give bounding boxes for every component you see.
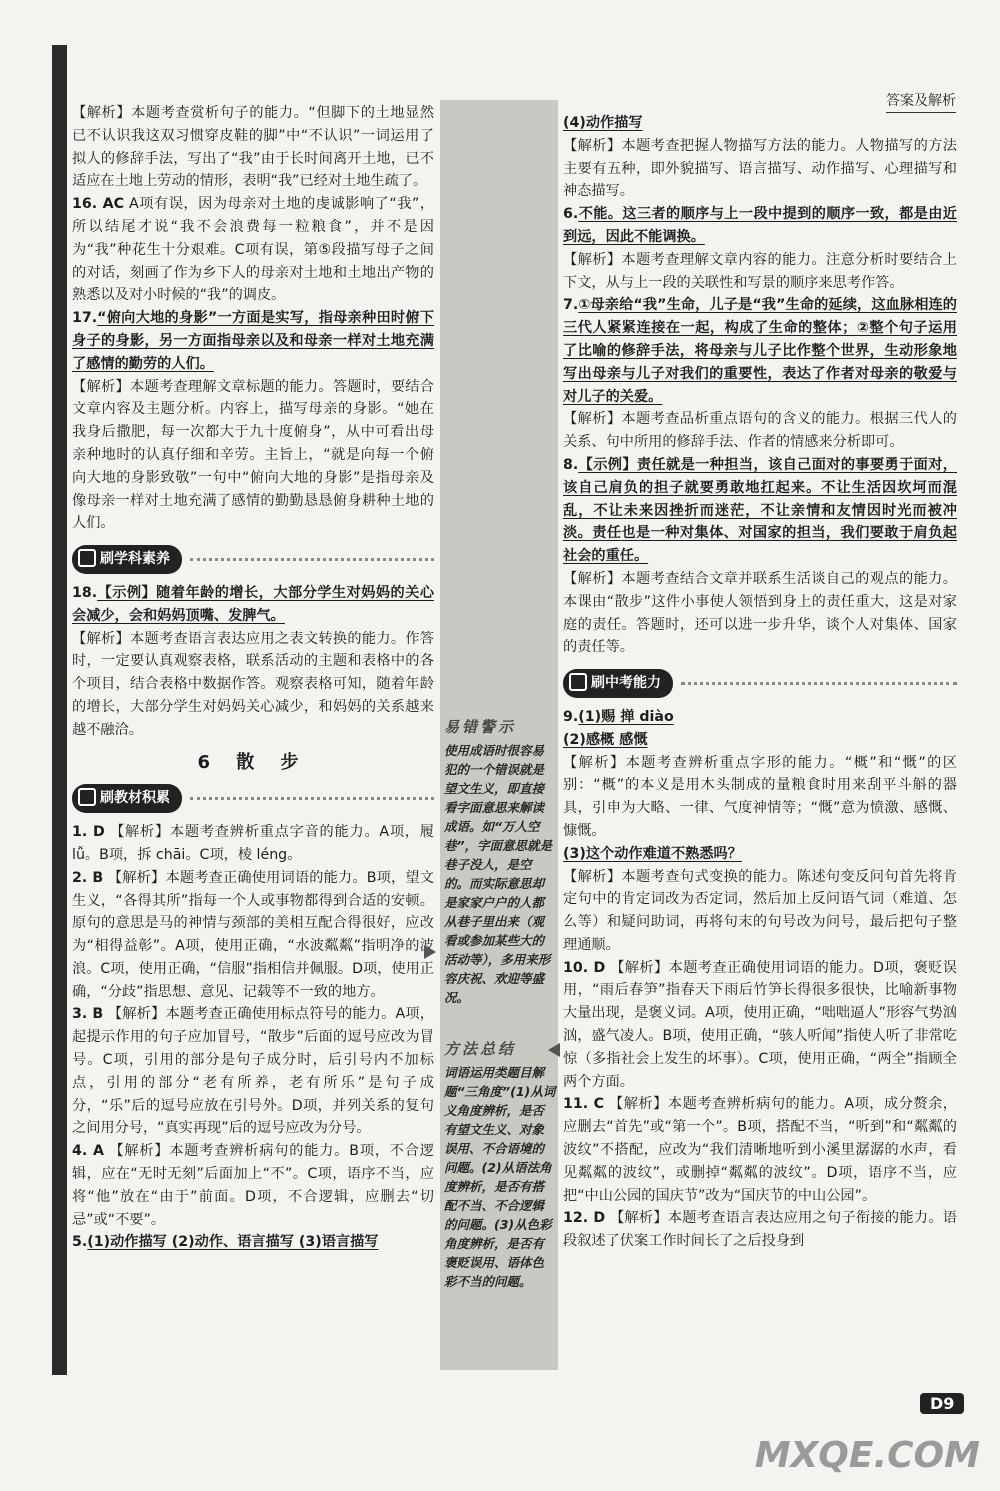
q3 bbox=[72, 1003, 434, 1140]
q2-number: 2. B bbox=[72, 869, 104, 886]
lesson-title: 6 散 步 bbox=[197, 751, 309, 773]
q17-number: 17. bbox=[72, 310, 98, 327]
r4 bbox=[563, 112, 957, 135]
page-number: D9 bbox=[920, 1393, 964, 1414]
q1-number: 1. D bbox=[72, 824, 105, 841]
sidenote-title: 方法总结 bbox=[444, 1040, 517, 1058]
pointer-icon bbox=[548, 1043, 560, 1057]
q7-number: 7. bbox=[563, 297, 579, 314]
q16-text: A项有误，因为母亲对土地的虔诚影响了“我”，所以结尾才说“我不会浪费每一粒粮食”，并不是因为“我”种花生十分艰难。C项有误，第⑤段描写母子之间的对话，刻画了作为乡下人的母亲对土地和土地出产物的熟悉以及对小时候的“我”的调皮。 bbox=[72, 196, 435, 304]
q11-text: 【解析】本题考查辨析病句的能力。A项，成分赘余，应删去“首先”或“第一个”。B项，搭配不当，“听到”和“粼粼的波纹”不搭配，应改为“我们清晰地听到小溪里潺潺的水声，看见粼粼的波纹”，或删掉“粼粼的波纹”。D项，语序不当，应把“中山公园的国庆节”改为“国庆节的中山公园”。 bbox=[563, 1096, 957, 1204]
q9-3 bbox=[563, 843, 957, 866]
book-icon bbox=[78, 549, 96, 567]
q3-text: 【解析】本题考查正确使用标点符号的能力。A项，起提示作用的句子应加冒号，“散步”后面的逗号应改为冒号。C项，引用的部分是句子成分时，后引号内不加标点，引用的部分“老有所养，老有所乐”是句子成分，“乐”后的逗号应放在引号外。D项，并列关系的复句之间用分号，“真实再现”后的逗号应改为分号。 bbox=[72, 1006, 434, 1137]
q8-number: 8. bbox=[563, 456, 579, 473]
q7-analysis: 【解析】本题考查品析重点语句的含义的能力。根据三代人的关系、句中所用的修辞手法、作者的情感来分析即可。 bbox=[563, 411, 957, 451]
r4-analysis: 【解析】本题考查把握人物描写方法的能力。人物描写的方法主要有五种，即外貌描写、语言描写、动作描写、心理描写和神态描写。 bbox=[563, 137, 957, 200]
q6-number: 6. bbox=[563, 206, 579, 223]
q1-text: 【解析】本题考查辨析重点字音的能力。A项，履 lǚ。B项，拆 chāi。C项，棱 léng。 bbox=[72, 824, 434, 863]
q9-analysis-1: 【解析】本题考查辨析重点字形的能力。“概”和“慨”的区别：“概”的本义是用木头制成的量粮食时用来刮平斗斛的器具，引申为大略、一律、气度神情等；“慨”意为愤激、感慨、慷慨。 bbox=[563, 754, 957, 839]
q6-analysis: 【解析】本题考查理解文章内容的能力。注意分析时要结合上下文，从与上一段的关联性和写景的顺序来思考作答。 bbox=[563, 251, 957, 291]
q12-number: 12. D bbox=[563, 1210, 606, 1227]
q12 bbox=[563, 1207, 957, 1253]
q11 bbox=[563, 1093, 957, 1207]
q16 bbox=[72, 193, 434, 307]
banner-label: 刷中考能力 bbox=[591, 675, 661, 692]
q2-text: 【解析】本题考查正确使用词语的能力。B项，望文生义，“各得其所”指每一个人或事物都得到合适的安顿。原句的意思是马的神情与颈部的美相互配合得很好，应改为“相得益彰”。A项，使用正确，“水波粼粼”指明净的波浪。C项，使用正确，“信服”指相信并佩服。D项，使用正确，“分歧”指思想、意见、记载等不一致的地方。 bbox=[72, 869, 434, 1000]
q5-answer: (1)动作描写 (2)动作、语言描写 (3)语言描写 bbox=[87, 1234, 379, 1251]
left-page-edge bbox=[52, 45, 67, 1375]
sidenote-title: 易错警示 bbox=[444, 718, 517, 736]
q6 bbox=[563, 203, 957, 249]
sidenote-text: 使用成语时很容易犯的一个错误就是望文生义，即直接看字面意思来解读成语。如“万人空巷”，字面意思就是巷子没人，是空的。而实际意思却是家家户户的人都从巷子里出来（观看或参加某些大的活动等），多用来形容庆祝、欢迎等盛况。 bbox=[444, 743, 553, 1005]
banner-label: 刷学科素养 bbox=[100, 551, 170, 568]
q6-answer: 不能。这三者的顺序与上一段中提到的顺序一致，都是由近到远，因此不能调换。 bbox=[563, 206, 957, 245]
q3-number: 3. B bbox=[72, 1006, 104, 1023]
page-header: 答案及解析 bbox=[886, 90, 956, 113]
section-banner-textbook bbox=[72, 784, 434, 813]
q10-number: 10. D bbox=[563, 959, 606, 976]
q2 bbox=[72, 867, 434, 1004]
q9-answer-1: (1)赐 掸 diào bbox=[578, 708, 674, 725]
sidenote-error-warning bbox=[444, 718, 556, 1007]
book-icon bbox=[78, 788, 96, 806]
q11-number: 11. C bbox=[563, 1096, 605, 1113]
q7 bbox=[563, 294, 957, 408]
q17-answer: “俯向大地的身影”一方面是实写，指母亲种田时俯下身子的身影，另一方面指母亲以及和母亲一样对土地充满了感情的勤劳的人们。 bbox=[72, 310, 434, 372]
right-column bbox=[563, 112, 957, 1253]
sidenote-method bbox=[444, 1040, 556, 1291]
q9-answer-3: (3)这个动作难道不熟悉吗？ bbox=[563, 845, 742, 862]
q5-number: 5. bbox=[72, 1234, 88, 1251]
q18-analysis: 【解析】本题考查语言表达应用之表文转换的能力。作答时，一定要认真观察表格，联系活动的主题和表格中的各个项目，结合表格中数据作答。观察表格可知，随着年龄的增长，大部分学生对妈妈关心减少，和妈妈的关系越来越不融洽。 bbox=[72, 630, 434, 738]
q15-analysis: 【解析】本题考查赏析句子的能力。“但脚下的土地显然已不认识我这双习惯穿皮鞋的脚”中“不认识”一词运用了拟人的修辞手法，写出了“我”由于长时间离开土地，已不适应在土地上劳动的情形，表明“我”已经对土地生疏了。 bbox=[72, 105, 434, 190]
q5 bbox=[72, 1231, 434, 1254]
q4-number: 4. A bbox=[72, 1143, 104, 1160]
left-column bbox=[72, 102, 434, 1254]
section-banner-subject bbox=[72, 545, 434, 574]
q4 bbox=[72, 1140, 434, 1231]
q8-analysis: 【解析】本题考查结合文章并联系生活谈自己的观点的能力。本课由“散步”这件小事使人领悟到身上的责任重大，这是对家庭的责任。答题时，还可以进一步升华，谈个人对集体、国家的责任等。 bbox=[563, 570, 957, 656]
q7-answer: ①母亲给“我”生命，儿子是“我”生命的延续，这血脉相连的三代人紧紧连接在一起，构成了生命的整体；②整个句子运用了比喻的修辞手法，将母亲与儿子比作整个世界，生动形象地写出母亲与儿子对我们的重要性，表达了作者对母亲的敬爱与对儿子的关爱。 bbox=[563, 297, 957, 405]
q18 bbox=[72, 582, 434, 628]
q10 bbox=[563, 957, 957, 1094]
q17-analysis: 【解析】本题考查理解文章标题的能力。答题时，要结合文章内容及主题分析。内容上，描写母亲的身影。“她在我身后撒肥，每一次都大于九十度俯身”，从中可看出母亲种地时的认真仔细和辛劳。主旨上，“就是向每一个俯向大地的身影致敬”一句中“俯向大地的身影”是指母亲及像母亲一样对土地充满了感情的勤勤恳恳俯身耕种土地的人们。 bbox=[72, 378, 434, 532]
q8 bbox=[563, 454, 957, 568]
watermark: MXQE.COM bbox=[754, 1435, 980, 1476]
q4-text: 【解析】本题考查辨析病句的能力。B项，不合逻辑，应在“无时无刻”后面加上“不”。C项，语序不当，应将“他”放在“由于”前面。D项，不合逻辑，应删去“切忌”或“不要”。 bbox=[72, 1143, 434, 1228]
q9-answer-2: (2)感概 感慨 bbox=[563, 731, 648, 748]
book-icon bbox=[569, 673, 587, 691]
pointer-icon bbox=[424, 945, 436, 959]
q1 bbox=[72, 821, 434, 867]
q12-text: 【解析】本题考查语言表达应用之句子衔接的能力。语段叙述了伏案工作时间长了之后投身到 bbox=[563, 1210, 957, 1250]
q18-number: 18. bbox=[72, 584, 98, 601]
q17 bbox=[72, 307, 434, 375]
q16-number: 16. AC bbox=[72, 196, 124, 213]
q18-answer: 【示例】随着年龄的增长，大部分学生对妈妈的关心会减少，会和妈妈顶嘴、发脾气。 bbox=[72, 584, 434, 624]
banner-label: 刷教材积累 bbox=[100, 790, 170, 807]
q9-number: 9. bbox=[563, 708, 579, 725]
r4-answer: (4)动作描写 bbox=[563, 115, 643, 131]
q9-2 bbox=[563, 729, 957, 752]
q8-answer: 【示例】责任就是一种担当，该自己面对的事要勇于面对，该自己肩负的担子就要勇敢地扛起来。不让生活因坎坷而混乱，不让未来因挫折而迷茫，不让亲情和友情因时光而被冲淡。责任也是一种对集体、对国家的担当，我们要敢于肩负起社会的重任。 bbox=[563, 456, 957, 565]
sidenote-text: 词语运用类题目解题“三角度”(1)从词义角度辨析，是否有望文生义、对象误用、不合语境的问题。(2)从语法角度辨析，是否有搭配不当、不合逻辑的问题。(3)从色彩角度辨析，是否有褒贬误用、语体色彩不当的问题。 bbox=[444, 1065, 556, 1289]
q9 bbox=[563, 706, 957, 729]
q9-analysis-2: 【解析】本题考查句式变换的能力。陈述句变反问句首先将肯定句中的肯定词改为否定词，然后加上反问语气词（难道、怎么等）和疑问助词，再将句末的句号改为问号，最后把句子整理通顺。 bbox=[563, 868, 957, 953]
section-banner-exam bbox=[563, 669, 957, 698]
q10-text: 【解析】本题考查正确使用词语的能力。D项，褒贬误用，“雨后春笋”指春天下雨后竹笋长得很多很快，比喻新事物大量出现，是褒义词。A项，使用正确，“咄咄逼人”形容气势汹汹，盛气凌人。B项，使用正确，“骇人听闻”指使人听了非常吃惊（多指社会上发生的坏事）。C项，使用正确，“两全”指顾全两个方面。 bbox=[563, 959, 957, 1090]
